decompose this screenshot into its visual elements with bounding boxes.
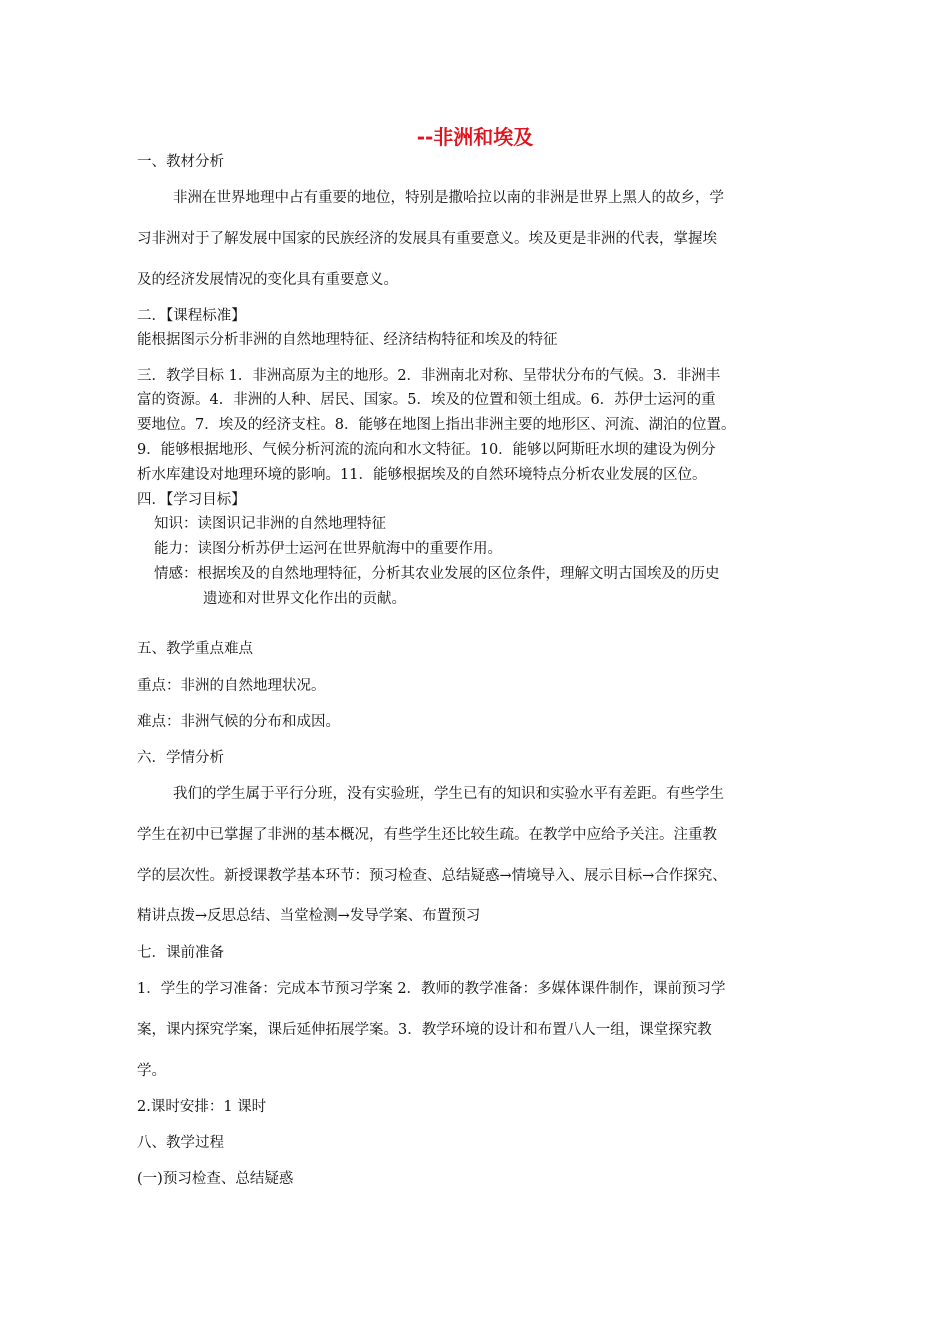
paragraph-line: 能根据图示分析非洲的自然地理特征、经济结构特征和埃及的特征 [137, 332, 558, 348]
paragraph-line: 2.课时安排：1 课时 [137, 1099, 267, 1115]
paragraph-line: 难点：非洲气候的分布和成因。 [137, 714, 340, 730]
paragraph-line: 学。 [137, 1063, 166, 1079]
paragraph-line: 三．教学目标 1．非洲高原为主的地形。2．非洲南北对称、呈带状分布的气候。3．非洲丰 [137, 368, 721, 384]
paragraph-line: 富的资源。4．非洲的人种、居民、国家。5．埃及的位置和领土组成。6．苏伊士运河的重 [137, 392, 716, 408]
paragraph-line: 学的层次性。新授课教学基本环节：预习检查、总结疑惑→情境导入、展示目标→合作探究、 [137, 868, 727, 884]
paragraph-line: 情感：根据埃及的自然地理特征，分析其农业发展的区位条件，理解文明古国埃及的历史 [154, 566, 720, 582]
section-heading-4: 四．【学习目标】 [137, 492, 246, 508]
section-heading-5: 五、教学重点难点 [137, 641, 253, 657]
paragraph-line: 精讲点拨→反思总结、当堂检测→发导学案、布置预习 [137, 908, 481, 924]
section-heading-2: 二．【课程标准】 [137, 308, 246, 324]
paragraph-line: 我们的学生属于平行分班，没有实验班，学生已有的知识和实验水平有差距。有些学生 [173, 786, 724, 802]
section-heading-8: 八、教学过程 [137, 1135, 224, 1151]
paragraph-line: 能力：读图分析苏伊士运河在世界航海中的重要作用。 [154, 541, 502, 557]
paragraph-line: 析水库建设对地理环境的影响。11．能够根据埃及的自然环境特点分析农业发展的区位。 [137, 467, 707, 483]
page-title: --非洲和埃及 [416, 125, 534, 149]
paragraph-line: 9．能够根据地形、气候分析河流的流向和水文特征。10．能够以阿斯旺水坝的建设为例分 [137, 442, 716, 458]
section-heading-7: 七．课前准备 [137, 945, 224, 961]
paragraph-line: 案，课内探究学案，课后延伸拓展学案。3．教学环境的设计和布置八人一组，课堂探究教 [137, 1022, 712, 1038]
paragraph-line: (一)预习检查、总结疑惑 [137, 1171, 294, 1187]
paragraph-line: 及的经济发展情况的变化具有重要意义。 [137, 272, 398, 288]
paragraph-line: 1．学生的学习准备：完成本节预习学案 2．教师的教学准备：多媒体课件制作，课前预习学 [137, 981, 726, 997]
paragraph-line: 学生在初中已掌握了非洲的基本概况，有些学生还比较生疏。在教学中应给予关注。注重教 [137, 827, 717, 843]
section-heading-6: 六．学情分析 [137, 750, 224, 766]
paragraph-line: 习非洲对于了解发展中国家的民族经济的发展具有重要意义。埃及更是非洲的代表，掌握埃 [137, 231, 717, 247]
paragraph-line: 要地位。7．埃及的经济支柱。8．能够在地图上指出非洲主要的地形区、河流、湖泊的位置。 [137, 417, 736, 433]
paragraph-line: 遗迹和对世界文化作出的贡献。 [203, 591, 406, 607]
paragraph-line: 重点：非洲的自然地理状况。 [137, 678, 326, 694]
paragraph-line: 知识：读图识记非洲的自然地理特征 [154, 516, 386, 532]
section-heading-1: 一、教材分析 [137, 154, 224, 170]
paragraph-line: 非洲在世界地理中占有重要的地位，特别是撒哈拉以南的非洲是世界上黑人的故乡，学 [173, 190, 724, 206]
